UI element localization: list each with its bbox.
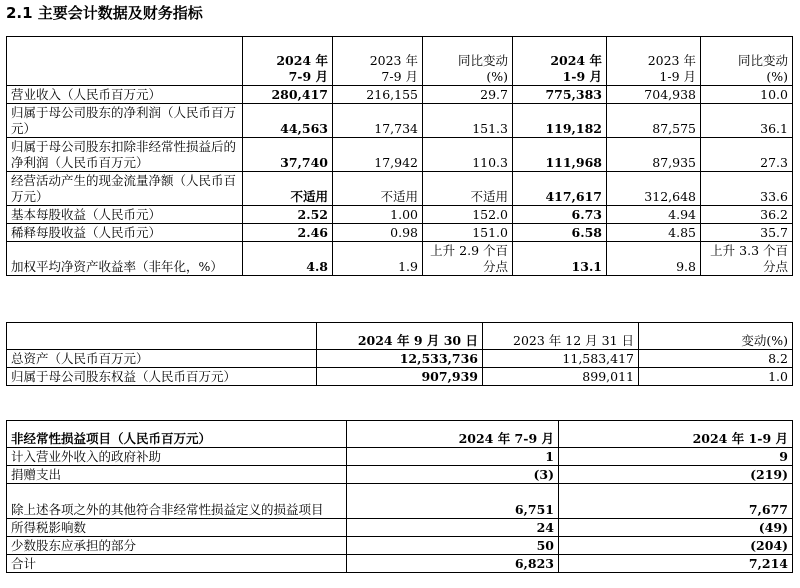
cell: 9 [559, 448, 793, 466]
table-row-total [7, 555, 793, 573]
cell: 37,740 [243, 138, 333, 172]
row-label: 除上述各项之外的其他符合非经常性损益定义的损益项目 [7, 484, 347, 519]
cell: 17,942 [333, 138, 423, 172]
row-label: 加权平均净资产收益率（非年化，%） [7, 242, 243, 276]
cell: 4.8 [243, 242, 333, 276]
header-yoy-q3: 同比变动 (%) [423, 37, 513, 86]
cell: 1.0 [639, 368, 793, 386]
section-title: 2.1 主要会计数据及财务指标 [6, 4, 203, 22]
table-header-row [7, 323, 793, 350]
row-label: 捐赠支出 [7, 466, 347, 484]
cell: 6.58 [513, 224, 607, 242]
cell: 上升 2.9 个百分点 [423, 242, 513, 276]
cell: 13.1 [513, 242, 607, 276]
header-2023-12-31: 2023 年 12 月 31 日 [483, 323, 639, 350]
cell: 12,533,736 [317, 350, 483, 368]
table-row [7, 206, 793, 224]
header-2023-q3: 2023 年 7-9 月 [333, 37, 423, 86]
row-label: 少数股东应承担的部分 [7, 537, 347, 555]
cell: 33.6 [701, 172, 793, 206]
cell: 8.2 [639, 350, 793, 368]
cell: 7,677 [559, 484, 793, 519]
cell: 上升 3.3 个百分点 [701, 242, 793, 276]
cell: 111,968 [513, 138, 607, 172]
cell: 6.73 [513, 206, 607, 224]
header-2024-q3: 2024 年 7-9 月 [347, 421, 559, 448]
table-row [7, 484, 793, 519]
cell: 7,214 [559, 555, 793, 573]
header-change: 变动(%) [639, 323, 793, 350]
cell: 110.3 [423, 138, 513, 172]
cell: 9.8 [607, 242, 701, 276]
cell: 27.3 [701, 138, 793, 172]
header-2024-q3: 2024 年 7-9 月 [243, 37, 333, 86]
table-row [7, 466, 793, 484]
table-row [7, 368, 793, 386]
cell: 87,575 [607, 104, 701, 138]
table-row [7, 172, 793, 206]
row-label: 基本每股收益（人民币元） [7, 206, 243, 224]
cell: 36.2 [701, 206, 793, 224]
table-row [7, 537, 793, 555]
cell: 312,648 [607, 172, 701, 206]
cell: 35.7 [701, 224, 793, 242]
table-row [7, 104, 793, 138]
cell: 280,417 [243, 86, 333, 104]
table-row [7, 86, 793, 104]
cell: 1.00 [333, 206, 423, 224]
table-row [7, 242, 793, 276]
cell: 6,823 [347, 555, 559, 573]
row-label: 稀释每股收益（人民币元） [7, 224, 243, 242]
cell: 907,939 [317, 368, 483, 386]
cell: 704,938 [607, 86, 701, 104]
cell: 50 [347, 537, 559, 555]
cell: (49) [559, 519, 793, 537]
row-label: 归属于母公司股东权益（人民币百万元） [7, 368, 317, 386]
cell: 6,751 [347, 484, 559, 519]
cell: (204) [559, 537, 793, 555]
header-2024-09-30: 2024 年 9 月 30 日 [317, 323, 483, 350]
cell: 899,011 [483, 368, 639, 386]
cell: 0.98 [333, 224, 423, 242]
cell: 29.7 [423, 86, 513, 104]
row-label: 合计 [7, 555, 347, 573]
cell: 44,563 [243, 104, 333, 138]
cell: 216,155 [333, 86, 423, 104]
header-blank [7, 323, 317, 350]
cell: 151.3 [423, 104, 513, 138]
cell: 24 [347, 519, 559, 537]
row-label: 计入营业外收入的政府补助 [7, 448, 347, 466]
balance-sheet-table [6, 322, 793, 386]
cell: 不适用 [423, 172, 513, 206]
header-blank [7, 37, 243, 86]
cell: (3) [347, 466, 559, 484]
row-label: 归属于母公司股东的净利润（人民币百万元） [7, 104, 243, 138]
header-2024-ytd: 2024 年 1-9 月 [559, 421, 793, 448]
cell: 17,734 [333, 104, 423, 138]
table-row [7, 224, 793, 242]
row-label: 归属于母公司股东扣除非经常性损益后的净利润（人民币百万元） [7, 138, 243, 172]
cell: 417,617 [513, 172, 607, 206]
header-item-label: 非经常性损益项目（人民币百万元） [7, 421, 347, 448]
table-row [7, 350, 793, 368]
row-label: 所得税影响数 [7, 519, 347, 537]
row-label: 经营活动产生的现金流量净额（人民币百万元） [7, 172, 243, 206]
cell: 36.1 [701, 104, 793, 138]
cell: 87,935 [607, 138, 701, 172]
table-row [7, 138, 793, 172]
cell: 775,383 [513, 86, 607, 104]
table-header-row [7, 37, 793, 86]
table-row [7, 448, 793, 466]
cell: 11,583,417 [483, 350, 639, 368]
cell: 2.46 [243, 224, 333, 242]
table-header-row [7, 421, 793, 448]
financial-indicators-table [6, 36, 793, 276]
row-label: 总资产（人民币百万元） [7, 350, 317, 368]
cell: 4.94 [607, 206, 701, 224]
cell: 4.85 [607, 224, 701, 242]
cell: 1 [347, 448, 559, 466]
cell: 151.0 [423, 224, 513, 242]
cell: (219) [559, 466, 793, 484]
non-recurring-items-table [6, 420, 793, 573]
table-row [7, 519, 793, 537]
cell: 10.0 [701, 86, 793, 104]
cell: 152.0 [423, 206, 513, 224]
row-label: 营业收入（人民币百万元） [7, 86, 243, 104]
header-2024-ytd: 2024 年 1-9 月 [513, 37, 607, 86]
cell: 1.9 [333, 242, 423, 276]
header-2023-ytd: 2023 年 1-9 月 [607, 37, 701, 86]
cell: 119,182 [513, 104, 607, 138]
header-yoy-ytd: 同比变动 (%) [701, 37, 793, 86]
cell: 不适用 [333, 172, 423, 206]
cell: 不适用 [243, 172, 333, 206]
cell: 2.52 [243, 206, 333, 224]
